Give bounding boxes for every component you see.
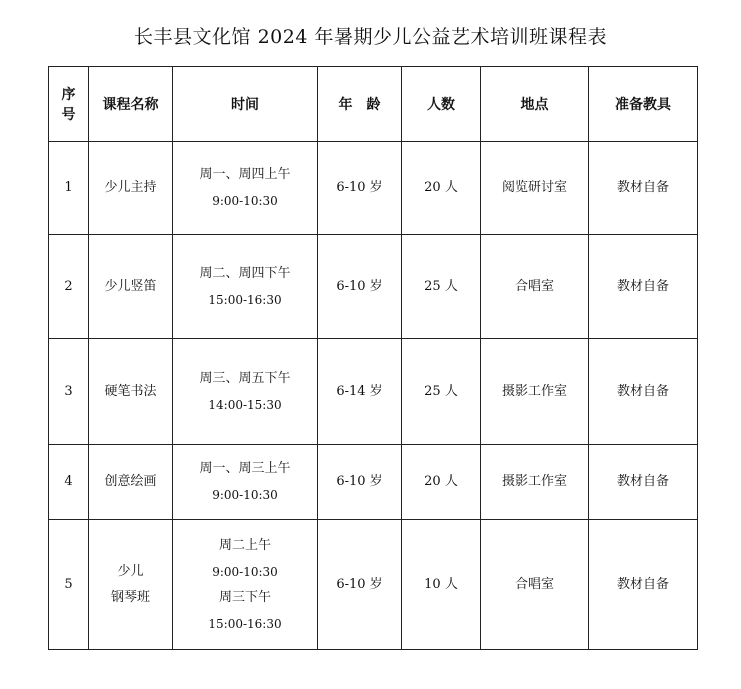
course-schedule-table bbox=[48, 66, 698, 650]
row-index: 5 bbox=[49, 520, 89, 650]
row-index: 4 bbox=[49, 445, 89, 520]
table-row bbox=[49, 445, 698, 520]
row-place: 摄影工作室 bbox=[481, 445, 589, 520]
row-count: 10 人 bbox=[402, 520, 481, 650]
row-course: 创意绘画 bbox=[89, 445, 173, 520]
row-index: 1 bbox=[49, 142, 89, 235]
row-time: 周一、周三上午 9:00-10:30 bbox=[173, 445, 318, 520]
row-place: 合唱室 bbox=[481, 520, 589, 650]
header-count: 人数 bbox=[402, 67, 481, 142]
table-row bbox=[49, 520, 698, 650]
row-materials: 教材自备 bbox=[589, 520, 698, 650]
row-index: 2 bbox=[49, 235, 89, 339]
row-count: 25 人 bbox=[402, 339, 481, 445]
row-course: 少儿 钢琴班 bbox=[89, 520, 173, 650]
header-time: 时间 bbox=[173, 67, 318, 142]
row-materials: 教材自备 bbox=[589, 142, 698, 235]
row-age: 6-10 岁 bbox=[318, 520, 402, 650]
header-index: 序 号 bbox=[49, 67, 89, 142]
row-count: 20 人 bbox=[402, 445, 481, 520]
header-place: 地点 bbox=[481, 67, 589, 142]
header-materials: 准备教具 bbox=[589, 67, 698, 142]
row-place: 合唱室 bbox=[481, 235, 589, 339]
header-age: 年 龄 bbox=[318, 67, 402, 142]
row-time: 周二上午 9:00-10:30 周三下午 15:00-16:30 bbox=[173, 520, 318, 650]
row-time: 周三、周五下午 14:00-15:30 bbox=[173, 339, 318, 445]
header-row bbox=[49, 67, 698, 142]
row-index: 3 bbox=[49, 339, 89, 445]
row-materials: 教材自备 bbox=[589, 445, 698, 520]
row-age: 6-10 岁 bbox=[318, 142, 402, 235]
row-count: 25 人 bbox=[402, 235, 481, 339]
row-course: 硬笔书法 bbox=[89, 339, 173, 445]
row-course: 少儿竖笛 bbox=[89, 235, 173, 339]
row-place: 阅览研讨室 bbox=[481, 142, 589, 235]
table-row bbox=[49, 235, 698, 339]
row-place: 摄影工作室 bbox=[481, 339, 589, 445]
header-course: 课程名称 bbox=[89, 67, 173, 142]
row-materials: 教材自备 bbox=[589, 235, 698, 339]
row-count: 20 人 bbox=[402, 142, 481, 235]
table-row bbox=[49, 142, 698, 235]
row-age: 6-14 岁 bbox=[318, 339, 402, 445]
row-materials: 教材自备 bbox=[589, 339, 698, 445]
row-time: 周二、周四下午 15:00-16:30 bbox=[173, 235, 318, 339]
row-age: 6-10 岁 bbox=[318, 235, 402, 339]
row-time: 周一、周四上午 9:00-10:30 bbox=[173, 142, 318, 235]
row-age: 6-10 岁 bbox=[318, 445, 402, 520]
page-title: 长丰县文化馆 2024 年暑期少儿公益艺术培训班课程表 bbox=[134, 26, 607, 48]
row-course: 少儿主持 bbox=[89, 142, 173, 235]
table-row bbox=[49, 339, 698, 445]
